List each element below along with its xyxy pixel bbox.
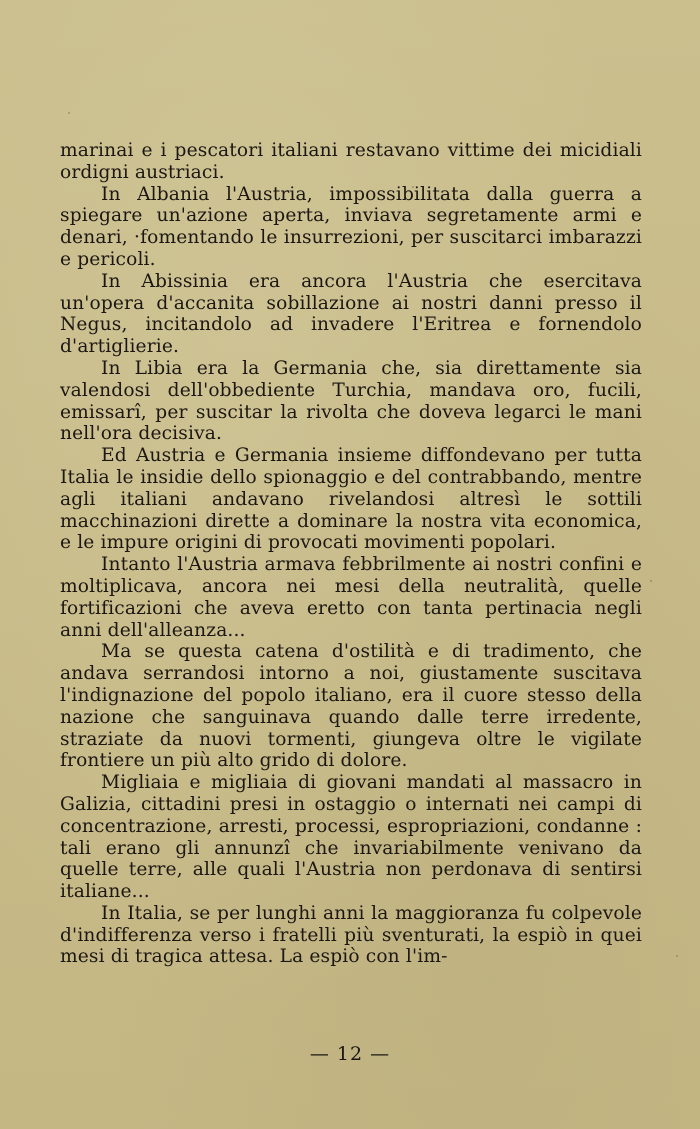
paper-speck bbox=[676, 955, 678, 957]
paper-speck bbox=[68, 112, 70, 114]
page-number: — 12 — bbox=[309, 1043, 391, 1065]
paragraph-4: In Libia era la Germania che, sia direttamente sia valendosi dell'obbediente Turchia, mandava oro, fucili, emissarî, per suscitar la rivolta che doveva legarci le mani nell'ora decisiva. bbox=[60, 357, 642, 445]
paragraph-3: In Abissinia era ancora l'Austria che esercitava un'opera d'accanita sobillazione ai nostri danni presso il Negus, incitandolo ad invadere l'Eritrea e fornendolo d'artiglierie. bbox=[60, 270, 642, 358]
paragraph-6: Intanto l'Austria armava febbrilmente ai nostri confini e moltiplicava, ancora nei mesi della neutralità, quelle fortificazioni che aveva eretto con tanta pertinacia negli anni dell'alleanza... bbox=[60, 554, 642, 641]
paragraph-7: Ma se questa catena d'ostilità e di tradimento, che andava serrandosi intorno a noi, giustamente suscitava l'indignazione del popolo italiano, era il cuore stesso della nazione che sanguinava quando dalle terre irredente, straziate da nuovi tormenti, giungeva oltre le vigilate frontiere un più alto grido di dolore. bbox=[60, 641, 642, 772]
paragraph-1: marinai e i pescatori italiani restavano vittime dei micidiali ordigni austriaci. bbox=[60, 140, 642, 183]
paper-speck bbox=[412, 186, 414, 188]
paragraph-2: In Albania l'Austria, impossibilitata dalla guerra a spiegare un'azione aperta, inviava segretamente armi e denari, ·fomentando le insurrezioni, per suscitarci imbarazzi e pericoli. bbox=[60, 183, 642, 270]
paragraph-8: Migliaia e migliaia di giovani mandati al massacro in Galizia, cittadini presi in ostaggio o internati nei campi di concentrazione, arresti, processi, espropriazioni, condanne : tali erano gli annunzî che invariabilmente venivano da quelle terre, alle quali l'Austria non perdonava di sentirsi italiane... bbox=[60, 772, 642, 903]
paragraph-5: Ed Austria e Germania insieme diffondevano per tutta Italia le insidie dello spionaggio e del contrabbando, mentre agli italiani andavano rivelandosi altresì le sottili macchinazioni dirette a dominare la nostra vita economica, e le impure origini di provocati movimenti popolari. bbox=[60, 445, 642, 554]
paragraph-9: In Italia, se per lunghi anni la maggioranza fu colpevole d'indifferenza verso i fratelli più sventurati, la espiò in quei mesi di tragica attesa. La espiò con l'im- bbox=[60, 902, 642, 968]
paper-speck bbox=[650, 580, 652, 582]
body-text bbox=[60, 140, 642, 968]
